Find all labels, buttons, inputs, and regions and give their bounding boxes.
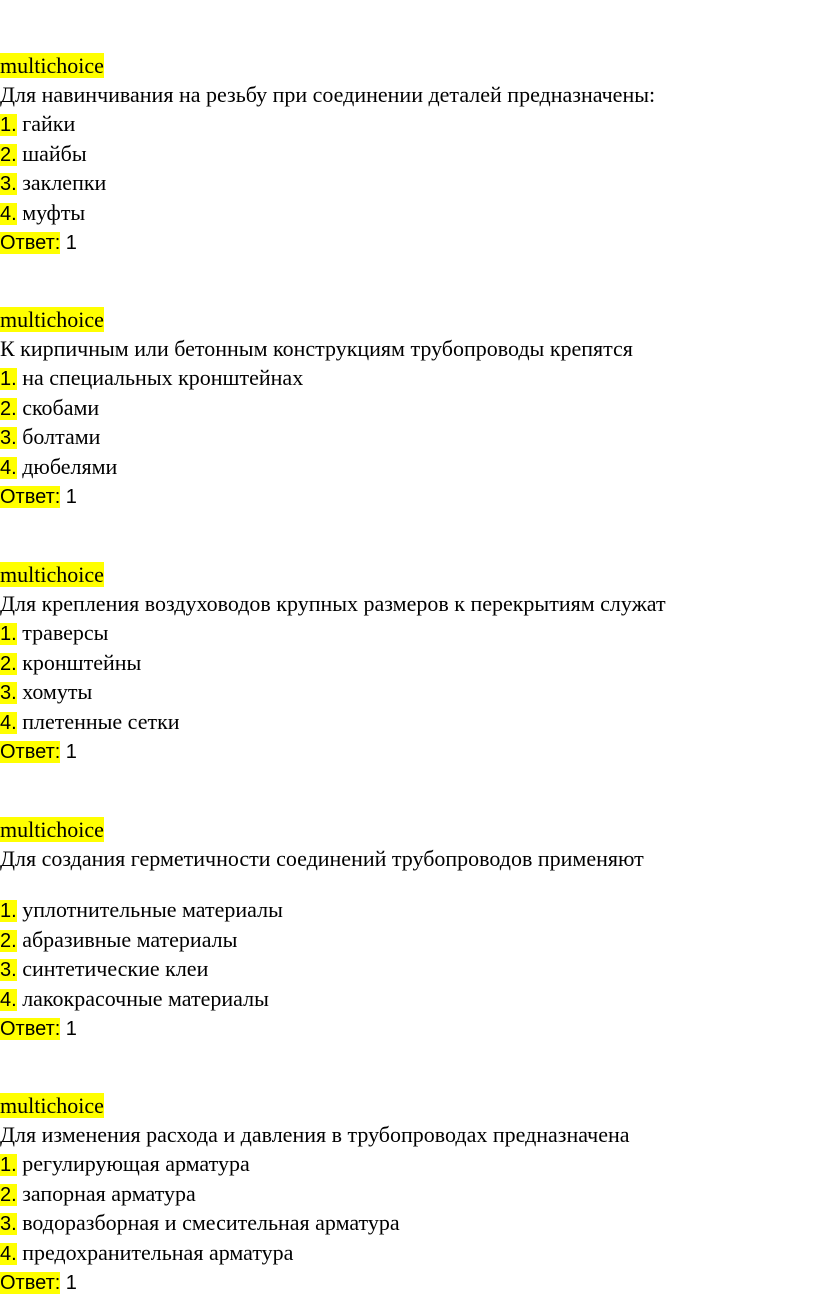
option-text: предохранительная арматура bbox=[22, 1240, 294, 1265]
option-number: 3. bbox=[0, 959, 17, 981]
option-item bbox=[0, 984, 269, 1014]
question-text: Для создания герметичности соединений трубопроводов применяют bbox=[0, 846, 644, 871]
option-number: 1. bbox=[0, 900, 17, 922]
question-type: multichoice bbox=[0, 307, 104, 332]
option-number: 1. bbox=[0, 368, 17, 390]
option-number: 1. bbox=[0, 114, 17, 136]
option-text: синтетические клеи bbox=[22, 956, 209, 981]
answer-line bbox=[0, 736, 77, 766]
option-number: 2. bbox=[0, 1184, 17, 1206]
answer-line bbox=[0, 227, 77, 257]
option-number: 2. bbox=[0, 930, 17, 952]
option-text: лакокрасочные материалы bbox=[22, 986, 269, 1011]
option-text: плетенные сетки bbox=[22, 709, 180, 734]
option-number: 1. bbox=[0, 1154, 17, 1176]
option-text: уплотнительные материалы bbox=[22, 897, 283, 922]
option-item bbox=[0, 618, 108, 648]
answer-label: Ответ: bbox=[0, 1018, 61, 1040]
option-text: скобами bbox=[22, 395, 100, 420]
answer-line bbox=[0, 481, 77, 511]
answer-value: 1 bbox=[65, 486, 77, 508]
option-text: муфты bbox=[22, 200, 86, 225]
option-item bbox=[0, 198, 85, 228]
answer-line bbox=[0, 1267, 77, 1297]
option-item bbox=[0, 925, 237, 955]
option-item bbox=[0, 363, 303, 393]
option-number: 4. bbox=[0, 203, 17, 225]
option-item bbox=[0, 422, 100, 452]
option-number: 2. bbox=[0, 144, 17, 166]
option-item bbox=[0, 648, 141, 678]
option-text: дюбелями bbox=[22, 454, 118, 479]
option-text: болтами bbox=[22, 424, 101, 449]
answer-label: Ответ: bbox=[0, 741, 61, 763]
option-number: 1. bbox=[0, 623, 17, 645]
option-number: 4. bbox=[0, 457, 17, 479]
option-text: запорная арматура bbox=[22, 1181, 196, 1206]
question-text: Для изменения расхода и давления в трубопроводах предназначена bbox=[0, 1122, 630, 1147]
question-type: multichoice bbox=[0, 1093, 104, 1118]
option-item bbox=[0, 1208, 400, 1238]
question-text: Для навинчивания на резьбу при соединении деталей предназначены: bbox=[0, 82, 656, 107]
option-item bbox=[0, 109, 75, 139]
option-item bbox=[0, 707, 180, 737]
option-item bbox=[0, 1179, 196, 1209]
option-number: 3. bbox=[0, 682, 17, 704]
option-item bbox=[0, 1149, 250, 1179]
option-number: 3. bbox=[0, 173, 17, 195]
option-number: 4. bbox=[0, 989, 17, 1011]
option-item bbox=[0, 452, 117, 482]
option-number: 3. bbox=[0, 427, 17, 449]
option-text: регулирующая арматура bbox=[22, 1151, 250, 1176]
question-type: multichoice bbox=[0, 817, 104, 842]
option-text: заклепки bbox=[22, 170, 107, 195]
answer-label: Ответ: bbox=[0, 1272, 61, 1294]
answer-value: 1 bbox=[65, 741, 77, 763]
option-text: абразивные материалы bbox=[22, 927, 238, 952]
option-item bbox=[0, 895, 283, 925]
option-text: шайбы bbox=[22, 141, 87, 166]
option-item bbox=[0, 677, 92, 707]
option-item bbox=[0, 954, 208, 984]
question-text: К кирпичным или бетонным конструкциям трубопроводы крепятся bbox=[0, 336, 633, 361]
answer-value: 1 bbox=[65, 1018, 77, 1040]
option-number: 4. bbox=[0, 712, 17, 734]
question-type: multichoice bbox=[0, 53, 104, 78]
option-number: 4. bbox=[0, 1243, 17, 1265]
option-text: хомуты bbox=[22, 679, 93, 704]
option-item bbox=[0, 139, 87, 169]
answer-label: Ответ: bbox=[0, 232, 61, 254]
option-text: водоразборная и смесительная арматура bbox=[22, 1210, 400, 1235]
answer-value: 1 bbox=[65, 232, 77, 254]
option-text: траверсы bbox=[22, 620, 109, 645]
option-item bbox=[0, 168, 106, 198]
option-text: гайки bbox=[22, 111, 76, 136]
option-number: 2. bbox=[0, 398, 17, 420]
option-number: 2. bbox=[0, 653, 17, 675]
answer-label: Ответ: bbox=[0, 486, 61, 508]
option-number: 3. bbox=[0, 1213, 17, 1235]
question-type: multichoice bbox=[0, 562, 104, 587]
option-item bbox=[0, 393, 99, 423]
option-text: на специальных кронштейнах bbox=[22, 365, 304, 390]
option-text: кронштейны bbox=[22, 650, 142, 675]
answer-line bbox=[0, 1013, 77, 1043]
option-item bbox=[0, 1238, 293, 1268]
answer-value: 1 bbox=[65, 1272, 77, 1294]
question-text: Для крепления воздуховодов крупных размеров к перекрытиям служат bbox=[0, 591, 666, 616]
